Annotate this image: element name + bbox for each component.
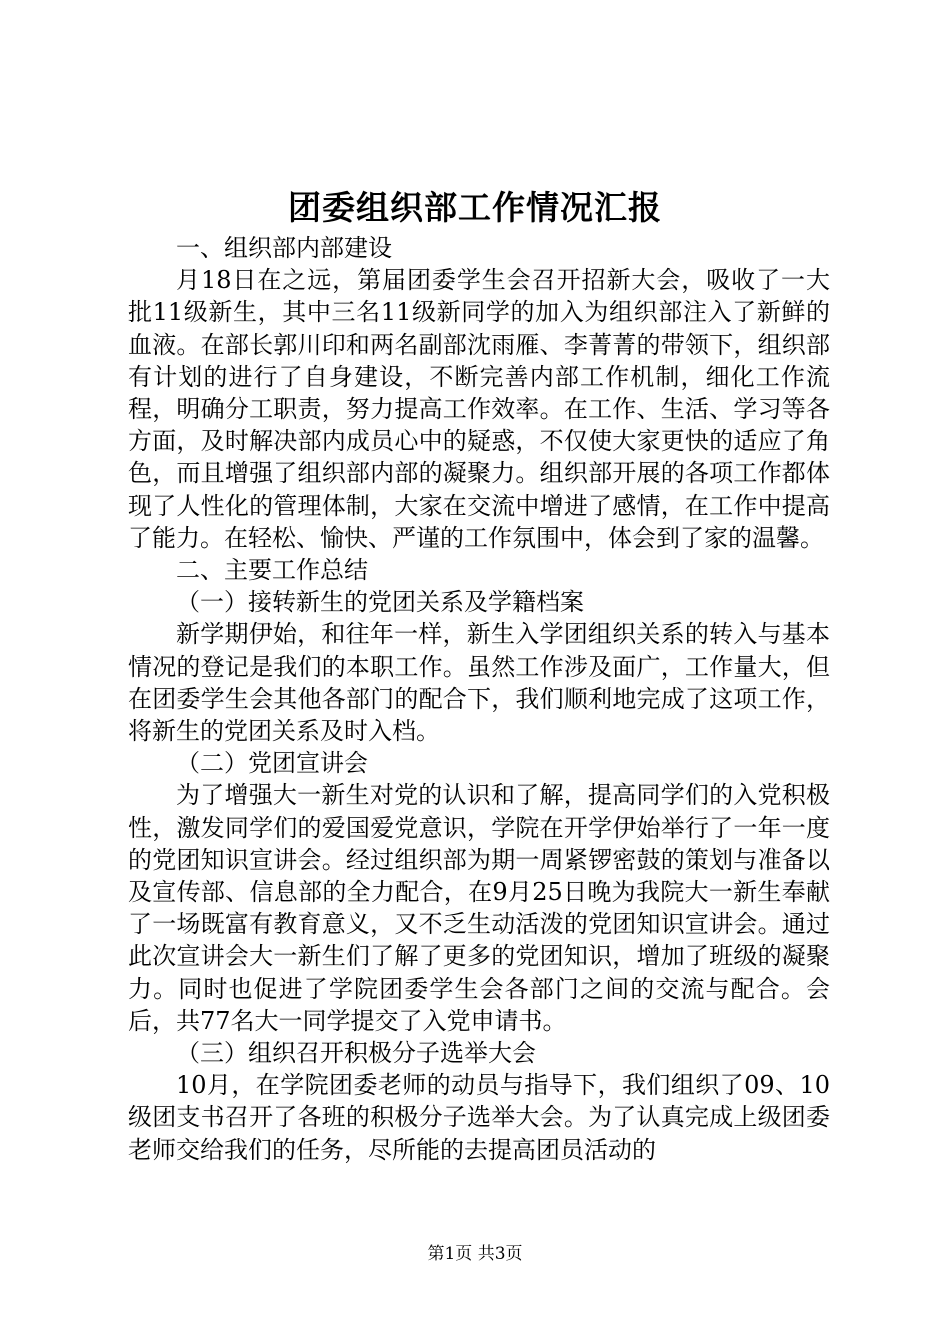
section-heading: 一、组织部内部建设	[176, 234, 392, 262]
subsection-heading: （二）党团宣讲会	[176, 749, 368, 778]
page-footer: 第1页 共3页	[427, 1244, 523, 1264]
document-title: 团委组织部工作情况汇报	[288, 188, 662, 227]
body-paragraph: 为了增强大一新生对党的认识和了解，提高同学们的入党积极性，激发同学们的爱国爱党意识，学院在开学伊始举行了一年一度的党团知识宣讲会。经过组织部为期一周紧锣密鼓的策划与准备以及宣传部、信息部的全力配合，在9月25日晚为我院大一新生奉献了一场既富有教育意义，又不乏生动活泼的党团知识宣讲会。通过此次宣讲会大一新生们了解了更多的党团知识，增加了班级的凝聚力。同时也促进了学院团委学生会各部门之间的交流与配合。会后，共77名大一同学提交了入党申请书。	[128, 781, 830, 1035]
subsection-heading: （一）接转新生的党团关系及学籍档案	[176, 588, 584, 617]
body-paragraph: 月18日在之远，第届团委学生会召开招新大会，吸收了一大批11级新生，其中三名11级新同学的加入为组织部注入了新鲜的血液。在部长郭川印和两名副部沈雨雁、李菁菁的带领下，组织部有计划的进行了自身建设，不断完善内部工作机制，细化工作流程，明确分工职责，努力提高工作效率。在工作、生活、学习等各方面，及时解决部内成员心中的疑惑，不仅使大家更快的适应了角色，而且增强了组织部内部的凝聚力。组织部开展的各项工作都体现了人性化的管理体制，大家在交流中增进了感情，在工作中提高了能力。在轻松、愉快、严谨的工作氛围中，体会到了家的温馨。	[128, 266, 830, 552]
body-paragraph: 新学期伊始，和往年一样，新生入学团组织关系的转入与基本情况的登记是我们的本职工作。虽然工作涉及面广，工作量大，但在团委学生会其他各部门的配合下，我们顺利地完成了这项工作，将新生的党团关系及时入档。	[128, 620, 830, 746]
subsection-heading: （三）组织召开积极分子选举大会	[176, 1039, 536, 1068]
section-heading: 二、主要工作总结	[176, 556, 368, 585]
document-body	[128, 232, 830, 1166]
body-paragraph: 10月，在学院团委老师的动员与指导下，我们组织了09、10级团支书召开了各班的积极分子选举大会。为了认真完成上级团委老师交给我们的任务，尽所能的去提高团员活动的	[128, 1071, 830, 1164]
